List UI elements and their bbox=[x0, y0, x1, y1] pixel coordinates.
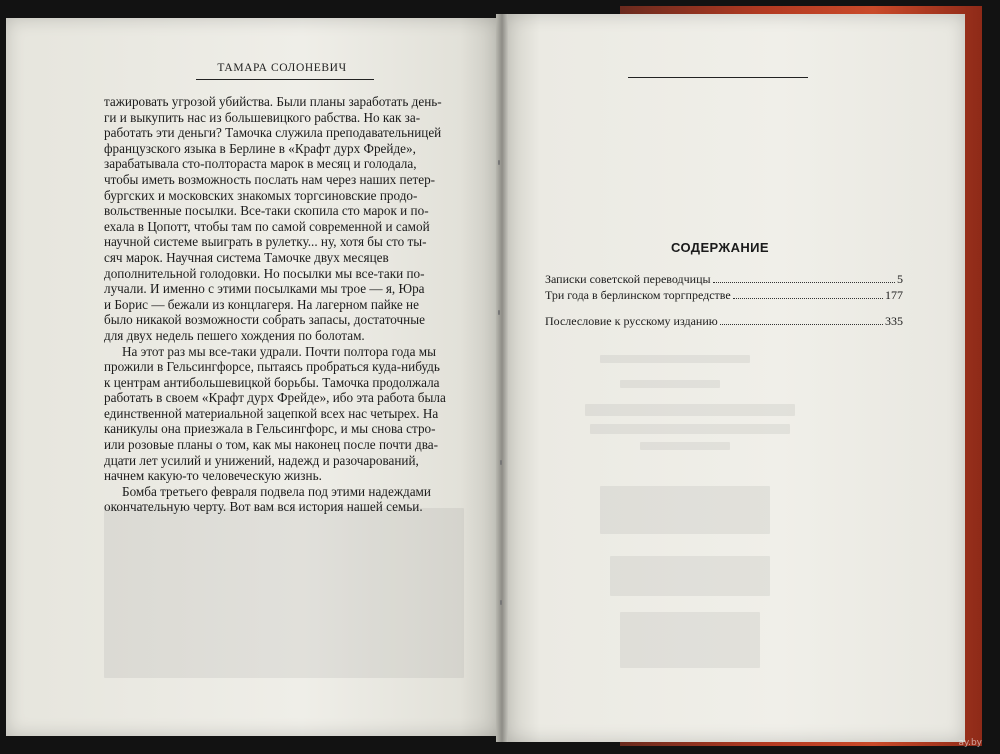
header-rule bbox=[196, 79, 374, 80]
show-through bbox=[640, 442, 730, 450]
text-line: начнем какую-то человеческую жизнь. bbox=[104, 468, 322, 484]
text-line: работать эти деньги? Тамочка служила преподавательницей bbox=[104, 125, 442, 141]
toc-entry bbox=[545, 314, 903, 330]
show-through bbox=[620, 380, 720, 388]
text-line: На этот раз мы все-таки удрали. Почти полтора года мы bbox=[122, 343, 436, 359]
text-line: лучали. И именно с этими посылками мы трое — я, Юра bbox=[104, 281, 425, 297]
toc-entry bbox=[545, 272, 903, 288]
show-through bbox=[610, 556, 770, 596]
toc-entry-page: 335 bbox=[885, 314, 903, 328]
text-line: окончательную черту. Вот вам вся история нашей семьи. bbox=[104, 499, 423, 515]
toc-leader-dots bbox=[720, 323, 883, 325]
binding-stitch bbox=[500, 600, 502, 605]
show-through bbox=[620, 612, 760, 668]
text-line: ги и выкупить нас из большевицкого рабства. Но как за- bbox=[104, 109, 421, 125]
toc-entry-title: Записки советской переводчицы bbox=[545, 272, 711, 286]
text-line: работать в своем «Крафт дурх Фрейде», ибо эта работа была bbox=[104, 390, 446, 406]
text-line: было никакой возможности собрать запасы, достаточные bbox=[104, 312, 425, 328]
toc-leader-dots bbox=[733, 297, 883, 299]
show-through bbox=[600, 355, 750, 363]
toc-title: СОДЕРЖАНИЕ bbox=[671, 240, 769, 255]
text-line: тажировать угрозой убийства. Были планы заработать день- bbox=[104, 94, 442, 109]
running-head: ТАМАРА СОЛОНЕВИЧ bbox=[217, 62, 347, 74]
text-line: единственной материальной зацепкой всех нас четырех. На bbox=[104, 405, 439, 421]
header-rule bbox=[628, 77, 808, 78]
text-line: прожили в Гельсингфорсе, пытаясь пробраться куда-нибудь bbox=[104, 359, 440, 375]
text-line: Бомба третьего февраля подвела под этими надеждами bbox=[122, 483, 431, 499]
text-line: для двух недель пешего хождения по болотам. bbox=[104, 327, 365, 343]
toc-entry-title: Три года в берлинском торгпредстве bbox=[545, 288, 731, 302]
text-line: зарабатывала сто-полтораста марок в месяц и голодала, bbox=[104, 156, 417, 172]
watermark: ay.by bbox=[958, 738, 982, 748]
binding-stitch bbox=[500, 460, 502, 465]
text-line: научной системе выиграть в рулетку... ну, хотя бы сто ты- bbox=[104, 234, 427, 250]
binding-stitch bbox=[498, 310, 500, 315]
binding-stitch bbox=[498, 160, 500, 165]
toc-entry-page: 177 bbox=[885, 288, 903, 302]
toc-leader-dots bbox=[713, 281, 895, 283]
text-line: ехала в Цопотт, чтобы там по самой современной и самой bbox=[104, 218, 430, 234]
toc-entry-page: 5 bbox=[897, 272, 903, 286]
text-line: каникулы она приезжала в Гельсингфорс, и мы снова стро- bbox=[104, 421, 436, 437]
book-gutter bbox=[496, 14, 508, 742]
toc-entry-title: Послесловие к русскому изданию bbox=[545, 314, 718, 328]
text-line: вольственные посылки. Все-таки скопила сто марок и по- bbox=[104, 203, 429, 219]
toc-entry bbox=[545, 288, 903, 304]
text-line: сяч марок. Научная система Тамочке двух месяцев bbox=[104, 249, 389, 265]
show-through bbox=[590, 424, 790, 434]
text-line: чтобы иметь возможность послать нам через наших петер- bbox=[104, 171, 436, 187]
show-through bbox=[104, 508, 464, 678]
text-line: бургских и московских знакомых торгсиновские продо- bbox=[104, 187, 418, 203]
body-text bbox=[104, 94, 470, 515]
show-through bbox=[585, 404, 795, 416]
table-of-contents bbox=[545, 272, 903, 330]
text-line: дцати лет усилий и унижений, надежд и разочарований, bbox=[104, 452, 419, 468]
show-through bbox=[600, 486, 770, 534]
text-line: дополнительной голодовки. Но посылки мы все-таки по- bbox=[104, 265, 425, 281]
text-line: французского языка в Берлине в «Крафт дурх Фрейде», bbox=[104, 140, 416, 156]
text-line: и Борис — бежали из концлагеря. На лагерном пайке не bbox=[104, 296, 419, 312]
text-line: к центрам антибольшевицкой борьбы. Тамочка продолжала bbox=[104, 374, 440, 390]
text-line: или розовые планы о том, как мы наконец после почти два- bbox=[104, 437, 439, 453]
